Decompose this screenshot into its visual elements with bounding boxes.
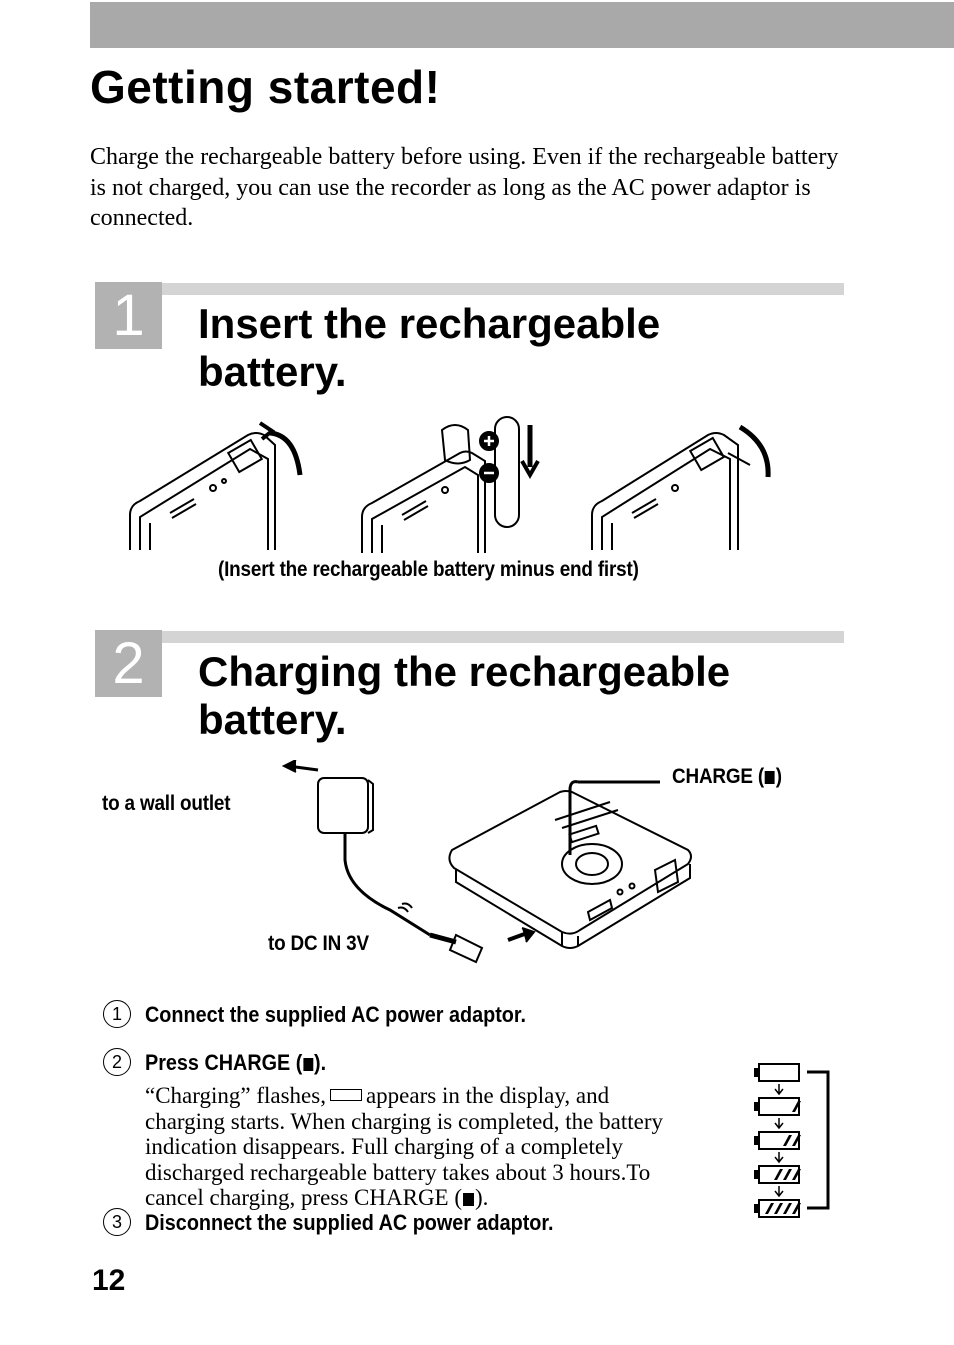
intro-paragraph: Charge the rechargeable battery before using. Even if the rechargeable battery is not charged, you can use the recorder as long as the AC power adaptor is connected. [90,144,839,231]
step1-number: 1 [95,282,162,349]
instruction-3-number: 3 [103,1208,131,1236]
charge-button-label [672,765,782,789]
dc-in-label: to DC IN 3V [268,932,369,955]
stop-icon [463,1193,474,1206]
recorder-battery-insert-illustration [362,417,538,553]
instruction-2-body [145,1083,735,1211]
page-number: 12 [92,1264,126,1297]
battery-indicator-cycle [752,1058,842,1223]
instruction-1-number: 1 [103,1000,131,1028]
page-title: Getting started! [90,61,441,113]
instruction-2-number: 2 [103,1048,131,1076]
instruction-2-label: Press CHARGE ( [145,1050,303,1075]
battery-insertion-illustration [120,405,800,555]
body-line-5a: cancel charging, press CHARGE ( [145,1185,463,1210]
down-arrow-icon [775,1118,783,1128]
recorder-lid-closing-illustration [592,427,768,550]
step2-bar [162,631,844,643]
body-line-4: discharged rechargeable battery takes about 3 hours.To [145,1159,651,1185]
step2-title-line2: battery. [198,696,347,743]
step1-bar [162,283,844,295]
stop-icon [303,1058,313,1071]
body-line-1a: “Charging” flashes, [145,1083,326,1108]
down-arrow-icon [775,1186,783,1196]
recorder-lid-opening-illustration [130,423,300,550]
battery-level-3-icon [755,1166,801,1183]
step1-caption: (Insert the rechargeable battery minus end first) [218,558,639,581]
step1-title-line2: battery. [198,348,347,395]
body-line-1 [145,1083,735,1109]
charge-label-close: ) [775,765,782,788]
body-line-5 [145,1185,735,1211]
step1-heading [198,300,660,396]
header-bar [90,2,954,48]
cycle-bracket [807,1072,828,1208]
down-arrow-icon [775,1152,783,1162]
step2-number: 2 [95,630,162,697]
recorder-top-view-illustration [449,782,691,948]
instruction-3-text: Disconnect the supplied AC power adaptor. [145,1210,554,1235]
battery-level-4-icon [755,1200,801,1217]
battery-level-1-icon [755,1098,801,1115]
battery-level-0-icon [755,1064,799,1081]
step2-title-line1: Charging the rechargeable [198,648,731,695]
battery-outline-icon [330,1089,362,1101]
instruction-1-text: Connect the supplied AC power adaptor. [145,1002,526,1027]
step2-heading [198,648,730,744]
stop-icon [765,771,775,784]
instruction-2-label-end: ). [314,1050,327,1075]
body-line-2: charging starts. When charging is completed, the battery [145,1108,663,1134]
body-line-1b: appears in the display, and [365,1083,610,1108]
step1-title-line1: Insert the rechargeable [198,300,661,347]
body-line-5b: ). [475,1185,489,1210]
instruction-2-text [145,1050,326,1076]
charge-label-text: CHARGE ( [672,765,765,788]
battery-level-2-icon [755,1132,801,1149]
body-line-3: indication disappears. Full charging of a completely [145,1134,623,1159]
down-arrow-icon [775,1084,783,1094]
wall-outlet-label: to a wall outlet [102,792,231,815]
